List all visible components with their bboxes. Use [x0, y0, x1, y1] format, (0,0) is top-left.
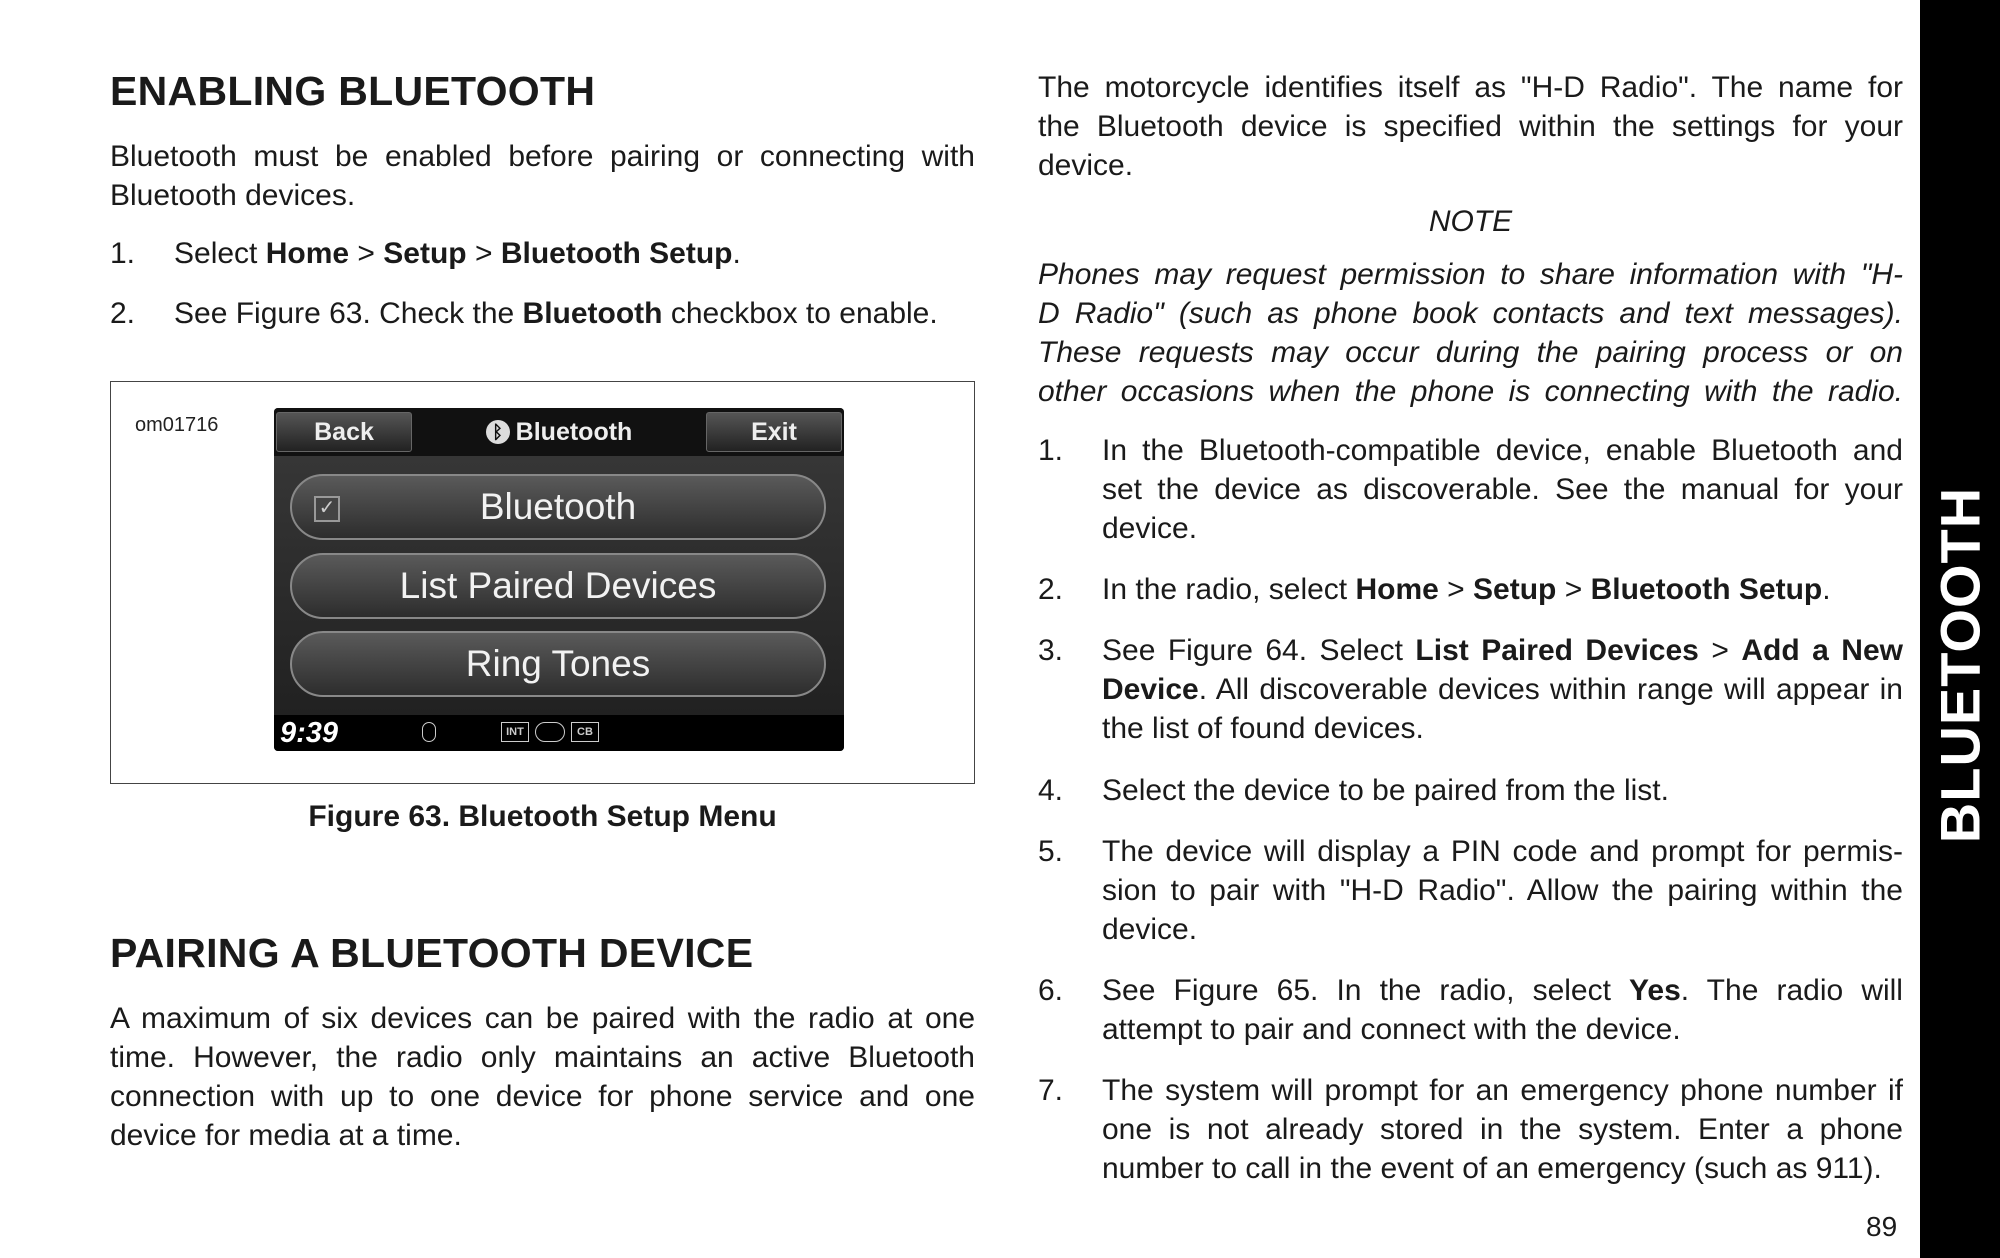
step-text-part: checkbox to enable.	[662, 297, 938, 330]
yes-term: Yes	[1629, 974, 1681, 1007]
step-number: 1.	[1038, 434, 1064, 467]
note-line-1: Phones may request permission to share information with "H-	[1038, 258, 1903, 291]
step-text-part: See Figure 63. Check the	[174, 297, 523, 330]
figure-caption: Figure 63. Bluetooth Setup Menu	[308, 800, 777, 833]
step-text-part: .	[1822, 573, 1831, 606]
bluetooth-status-icon	[422, 722, 436, 742]
bluetooth-toggle-button[interactable]	[290, 474, 826, 540]
step-text	[174, 294, 975, 333]
step-text-part: Select	[174, 237, 266, 270]
menu-path-add-new-device: Add a New Device	[1102, 634, 1903, 706]
status-bar	[274, 715, 844, 751]
radio-name-line-2: the Bluetooth device is specified within the settings for your	[1038, 110, 1903, 143]
exit-button[interactable]: Exit	[706, 412, 842, 452]
step-text: The device will display a PIN code and prompt for permis-sion to pair with "H-D Radio". Allow the pairing within the device.	[1102, 835, 1903, 946]
bluetooth-icon: ᛒ	[486, 420, 510, 444]
pairing-line-1: A maximum of six devices can be paired with the radio at one	[110, 1002, 975, 1035]
page-number: 89	[1866, 1211, 1898, 1242]
radio-name-line-3: device.	[1038, 149, 1134, 182]
step-number: 6.	[1038, 974, 1064, 1007]
step-number: 5.	[1038, 835, 1064, 868]
menu-path-home: Home	[265, 237, 350, 270]
menu-path-bluetooth-setup: Bluetooth Setup	[1590, 573, 1823, 606]
step-text: In the Bluetooth-compatible device, enable Bluetooth and set the device as discoverable. See the manual for your device.	[1102, 434, 1903, 545]
section-title-pairing: PAIRING A BLUETOOTH DEVICE	[110, 930, 754, 976]
step-text-part: .	[732, 237, 741, 270]
note-line-2: D Radio" (such as phone book contacts and text messages).	[1038, 297, 1903, 330]
screen-top-bar	[274, 408, 844, 456]
step-text: The system will prompt for an emergency phone number if one is not already stored in the system. Enter a phone number to call in the event of an emergency (such as 911).	[1102, 1074, 1903, 1185]
path-separator: >	[349, 237, 384, 270]
pairing-line-2: time. However, the radio only maintains an active Bluetooth	[110, 1041, 975, 1074]
path-separator: >	[466, 237, 501, 270]
intercom-icon: INT	[501, 722, 529, 742]
pairing-line-4: device for media at a time.	[110, 1119, 462, 1152]
chapter-tab-label: BLUETOOTH	[1928, 486, 1992, 844]
step-text-part: . The radio will attempt to pair and connect with the device.	[1102, 974, 1903, 1046]
figure-63	[110, 381, 975, 784]
step-text	[1102, 971, 1903, 1049]
step-number: 4.	[1038, 774, 1064, 807]
menu-path-bluetooth-setup: Bluetooth Setup	[500, 237, 733, 270]
pairing-line-3: connection with up to one device for phone service and one	[110, 1080, 975, 1113]
menu-label: Ring Tones	[465, 643, 651, 684]
list-paired-devices-button[interactable]	[290, 553, 826, 619]
menu-path-home: Home	[1355, 573, 1439, 606]
menu-path-list-paired-devices: List Paired Devices	[1415, 634, 1699, 667]
step-text-part: See Figure 65. In the radio, select	[1102, 974, 1630, 1007]
menu-label: List Paired Devices	[399, 565, 717, 606]
screen-title	[414, 408, 704, 456]
step-number: 1.	[110, 237, 136, 270]
clock: 9:39	[280, 717, 339, 749]
enabling-intro-line-2: Bluetooth devices.	[110, 179, 356, 212]
step-number: 7.	[1038, 1074, 1064, 1107]
bluetooth-term: Bluetooth	[522, 297, 663, 330]
menu-path-setup: Setup	[1473, 573, 1557, 606]
path-separator: >	[1556, 573, 1591, 606]
back-button[interactable]: Back	[276, 412, 412, 452]
bluetooth-checkbox[interactable]: ✓	[314, 496, 340, 522]
path-separator: >	[1438, 573, 1474, 606]
cb-radio-icon: CB	[571, 722, 599, 742]
note-line-4: other occasions when the phone is connecting with the radio.	[1038, 375, 1903, 408]
step-text	[174, 234, 975, 273]
harley-logo-icon	[535, 722, 565, 742]
step-text-part: In the radio, select	[1102, 573, 1356, 606]
step-text-part: See Figure 64. Select	[1102, 634, 1416, 667]
enabling-intro-line-1: Bluetooth must be enabled before pairing or connecting with	[110, 140, 975, 173]
ring-tones-button[interactable]	[290, 631, 826, 697]
radio-screen	[274, 408, 844, 751]
note-heading: NOTE	[1428, 205, 1513, 238]
step-number: 2.	[1038, 573, 1064, 606]
screen-title-label: Bluetooth	[515, 417, 633, 446]
step-number: 2.	[110, 297, 136, 330]
step-number: 3.	[1038, 634, 1064, 667]
note-line-3: These requests may occur during the pairing process or on	[1038, 336, 1903, 369]
path-separator: >	[1698, 634, 1742, 667]
step-text	[1102, 631, 1903, 748]
menu-path-setup: Setup	[383, 237, 467, 270]
step-text: Select the device to be paired from the list.	[1102, 774, 1669, 807]
section-title-enabling: ENABLING BLUETOOTH	[110, 68, 596, 114]
step-text	[1102, 570, 1903, 609]
step-text-part: . All discoverable devices within range will appear in the list of found devices.	[1102, 673, 1903, 745]
menu-label: Bluetooth	[479, 486, 637, 527]
figure-code: om01716	[135, 414, 219, 436]
radio-name-line-1: The motorcycle identifies itself as "H-D Radio". The name for	[1038, 71, 1903, 104]
